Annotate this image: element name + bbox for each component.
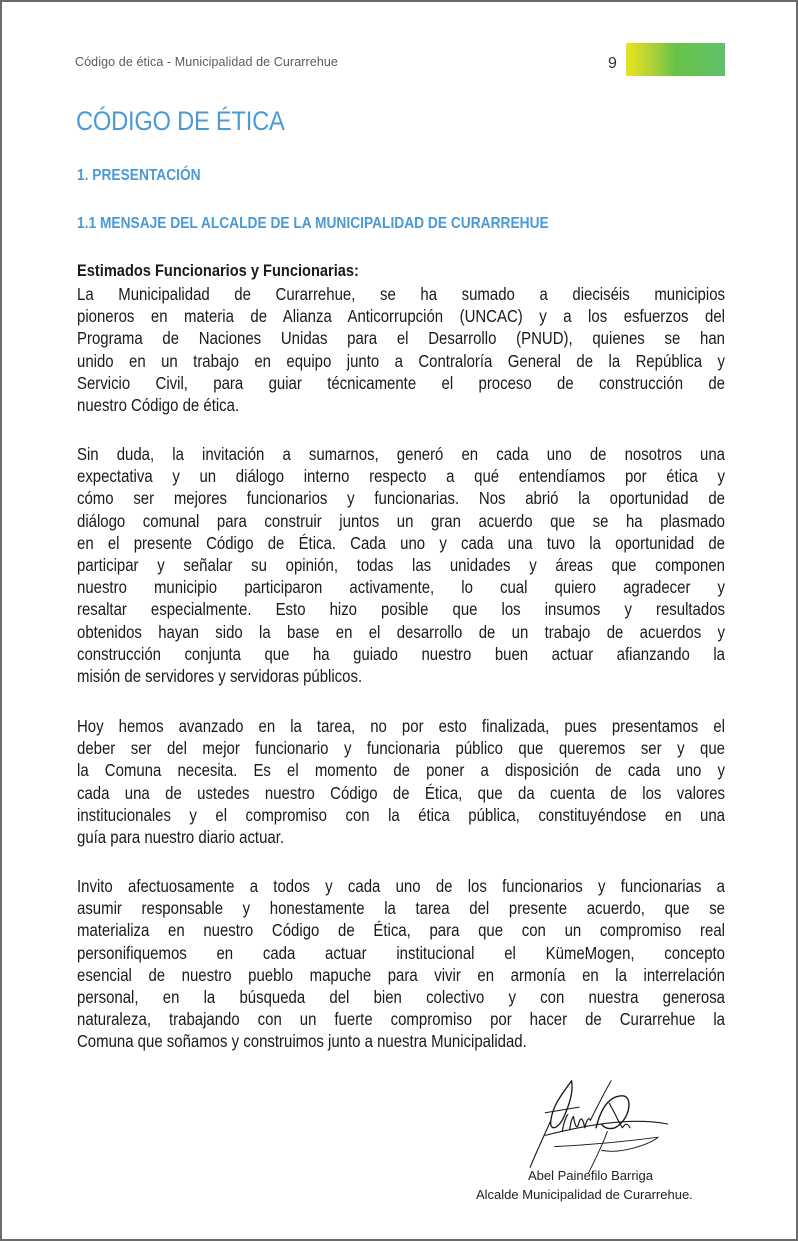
paragraph-line: [77, 942, 725, 964]
paragraph-line-text: guía para nuestro diario actuar.: [77, 826, 285, 847]
signatory-name: Abel Painefilo Barriga: [528, 1168, 654, 1183]
paragraph-line-text: personal, en la búsqueda del bien colectivo y con nuestra generosa: [77, 986, 725, 1007]
running-header: Código de ética - Municipalidad de Curarrehue: [75, 55, 338, 69]
paragraph-line-text: misión de servidores y servidoras públicos.: [77, 665, 363, 686]
paragraph-line: [77, 576, 725, 598]
paragraph-line-text: cómo ser mejores funcionarios y funcionarias. Nos abrió la oportunidad de: [77, 488, 725, 509]
paragraph-line-text: resaltar especialmente. Esto hizo posible que los insumos y resultados: [77, 599, 725, 620]
paragraph-line-text: Sin duda, la invitación a sumarnos, generó en cada uno de nosotros una: [77, 444, 725, 464]
paragraph-line: [77, 643, 725, 665]
paragraph-line-text: institucionales y el compromiso con la ética pública, constituyéndose en una: [77, 804, 725, 825]
paragraph-line: [77, 986, 725, 1008]
signature-stroke: [562, 1115, 590, 1132]
paragraph-line: [77, 715, 725, 737]
paragraph-4: [77, 875, 725, 1053]
paragraph-line-text: construcción conjunta que ha guiado nuestro buen actuar afianzando la: [77, 643, 725, 664]
paragraph-2: [77, 443, 725, 687]
paragraph-line: [77, 737, 725, 759]
page-tab-gradient: [626, 43, 725, 76]
paragraph-line-text: deber ser del mejor funcionario y funcionaria público que queremos ser y que: [77, 738, 725, 759]
paragraph-line-text: Programa de Naciones Unidas para el Desarrollo (PNUD), quienes se han: [77, 328, 725, 349]
paragraph-line: [77, 305, 725, 327]
paragraph-line: [77, 919, 725, 941]
paragraph-line-text: esencial de nuestro pueblo mapuche para vivir en armonía en la interrelación: [77, 964, 725, 985]
paragraph-line-text: diálogo comunal para construir juntos un gran acuerdo que se ha plasmado: [77, 510, 725, 531]
paragraph-line: [77, 394, 725, 416]
paragraph-line-text: cada una de ustedes nuestro Código de Ética, que da cuenta de los valores: [77, 782, 725, 803]
signature-stroke: [530, 1120, 551, 1167]
paragraph-line: [77, 350, 725, 372]
signature-stroke: [555, 1137, 659, 1151]
section-heading: 1. PRESENTACIÓN: [77, 167, 201, 184]
signature-stroke: [551, 1081, 572, 1128]
paragraph-line: [77, 554, 725, 576]
paragraph-line-text: personifiquemos en cada actuar institucional el KümeMogen, concepto: [77, 942, 725, 963]
paragraph-line-text: nuestro Código de ética.: [77, 394, 240, 415]
paragraph-line: [77, 875, 725, 897]
paragraph-line-text: Hoy hemos avanzado en la tarea, no por esto finalizada, pues presentamos el: [77, 716, 725, 736]
signature-stroke: [589, 1132, 608, 1173]
paragraph-line: [77, 621, 725, 643]
paragraph-line: [77, 510, 725, 532]
paragraph-line-text: unido en un trabajo en equipo junto a Contraloría General de la República y: [77, 350, 725, 371]
paragraph-line-text: naturaleza, trabajando con un fuerte compromiso por hacer de Curarrehue la: [77, 1009, 725, 1030]
paragraph-line-text: asumir responsable y honestamente la tarea del presente acuerdo, que se: [77, 898, 725, 919]
paragraph-line: [77, 826, 725, 848]
paragraph-line: [77, 804, 725, 826]
signatory-role: Alcalde Municipalidad de Curarrehue.: [476, 1187, 693, 1202]
paragraph-line: [77, 1030, 725, 1052]
paragraph-line: [77, 897, 725, 919]
paragraph-line-text: obtenidos hayan sido la base en el desarrollo de un trabajo de acuerdos y: [77, 621, 725, 642]
paragraph-line: [77, 1008, 725, 1030]
paragraph-line-text: La Municipalidad de Curarrehue, se ha sumado a dieciséis municipios: [77, 284, 725, 304]
paragraph-line-text: en el presente Código de Ética. Cada uno y cada una tuvo la oportunidad de: [77, 532, 725, 553]
paragraph-line: [77, 465, 725, 487]
signature-stroke: [545, 1107, 579, 1113]
paragraph-line-text: Comuna que soñamos y construimos junto a nuestra Municipalidad.: [77, 1031, 527, 1052]
paragraph-line: [77, 487, 725, 509]
paragraph-line: [77, 532, 725, 554]
paragraph-line-text: materializa en nuestro Código de Ética, para que con un compromiso real: [77, 920, 725, 941]
signature-image: [517, 1072, 677, 1177]
paragraph-line-text: pioneros en materia de Alianza Anticorrupción (UNCAC) y a los esfuerzos del: [77, 306, 725, 327]
paragraph-1: [77, 283, 725, 416]
paragraph-line-text: participar y señalar su opinión, todas las unidades y áreas que componen: [77, 554, 725, 575]
paragraph-line-text: Invito afectuosamente a todos y cada uno de los funcionarios y funcionarias a: [77, 876, 725, 896]
paragraph-line-text: Servicio Civil, para guiar técnicamente el proceso de construcción de: [77, 372, 725, 393]
paragraph-line: [77, 665, 725, 687]
paragraph-line: [77, 327, 725, 349]
page-title: CÓDIGO DE ÉTICA: [76, 106, 285, 136]
paragraph-line-text: expectativa y un diálogo interno respecto a qué entendíamos por ética y: [77, 466, 725, 487]
paragraph-line: [77, 283, 725, 305]
paragraph-3: [77, 715, 725, 848]
paragraph-line: [77, 782, 725, 804]
paragraph-line: [77, 964, 725, 986]
paragraph-line: [77, 372, 725, 394]
salutation: Estimados Funcionarios y Funcionarias:: [77, 261, 359, 280]
paragraph-line-text: la Comuna necesita. Es el momento de poner a disposición de cada uno y: [77, 760, 725, 781]
paragraph-line-text: nuestro municipio participaron activamente, lo cual quiero agradecer y: [77, 577, 725, 598]
subsection-heading: 1.1 MENSAJE DEL ALCALDE DE LA MUNICIPALIDAD DE CURARREHUE: [77, 215, 549, 232]
paragraph-line: [77, 759, 725, 781]
paragraph-line: [77, 598, 725, 620]
page-number: 9: [608, 55, 617, 72]
paragraph-line: [77, 443, 725, 465]
